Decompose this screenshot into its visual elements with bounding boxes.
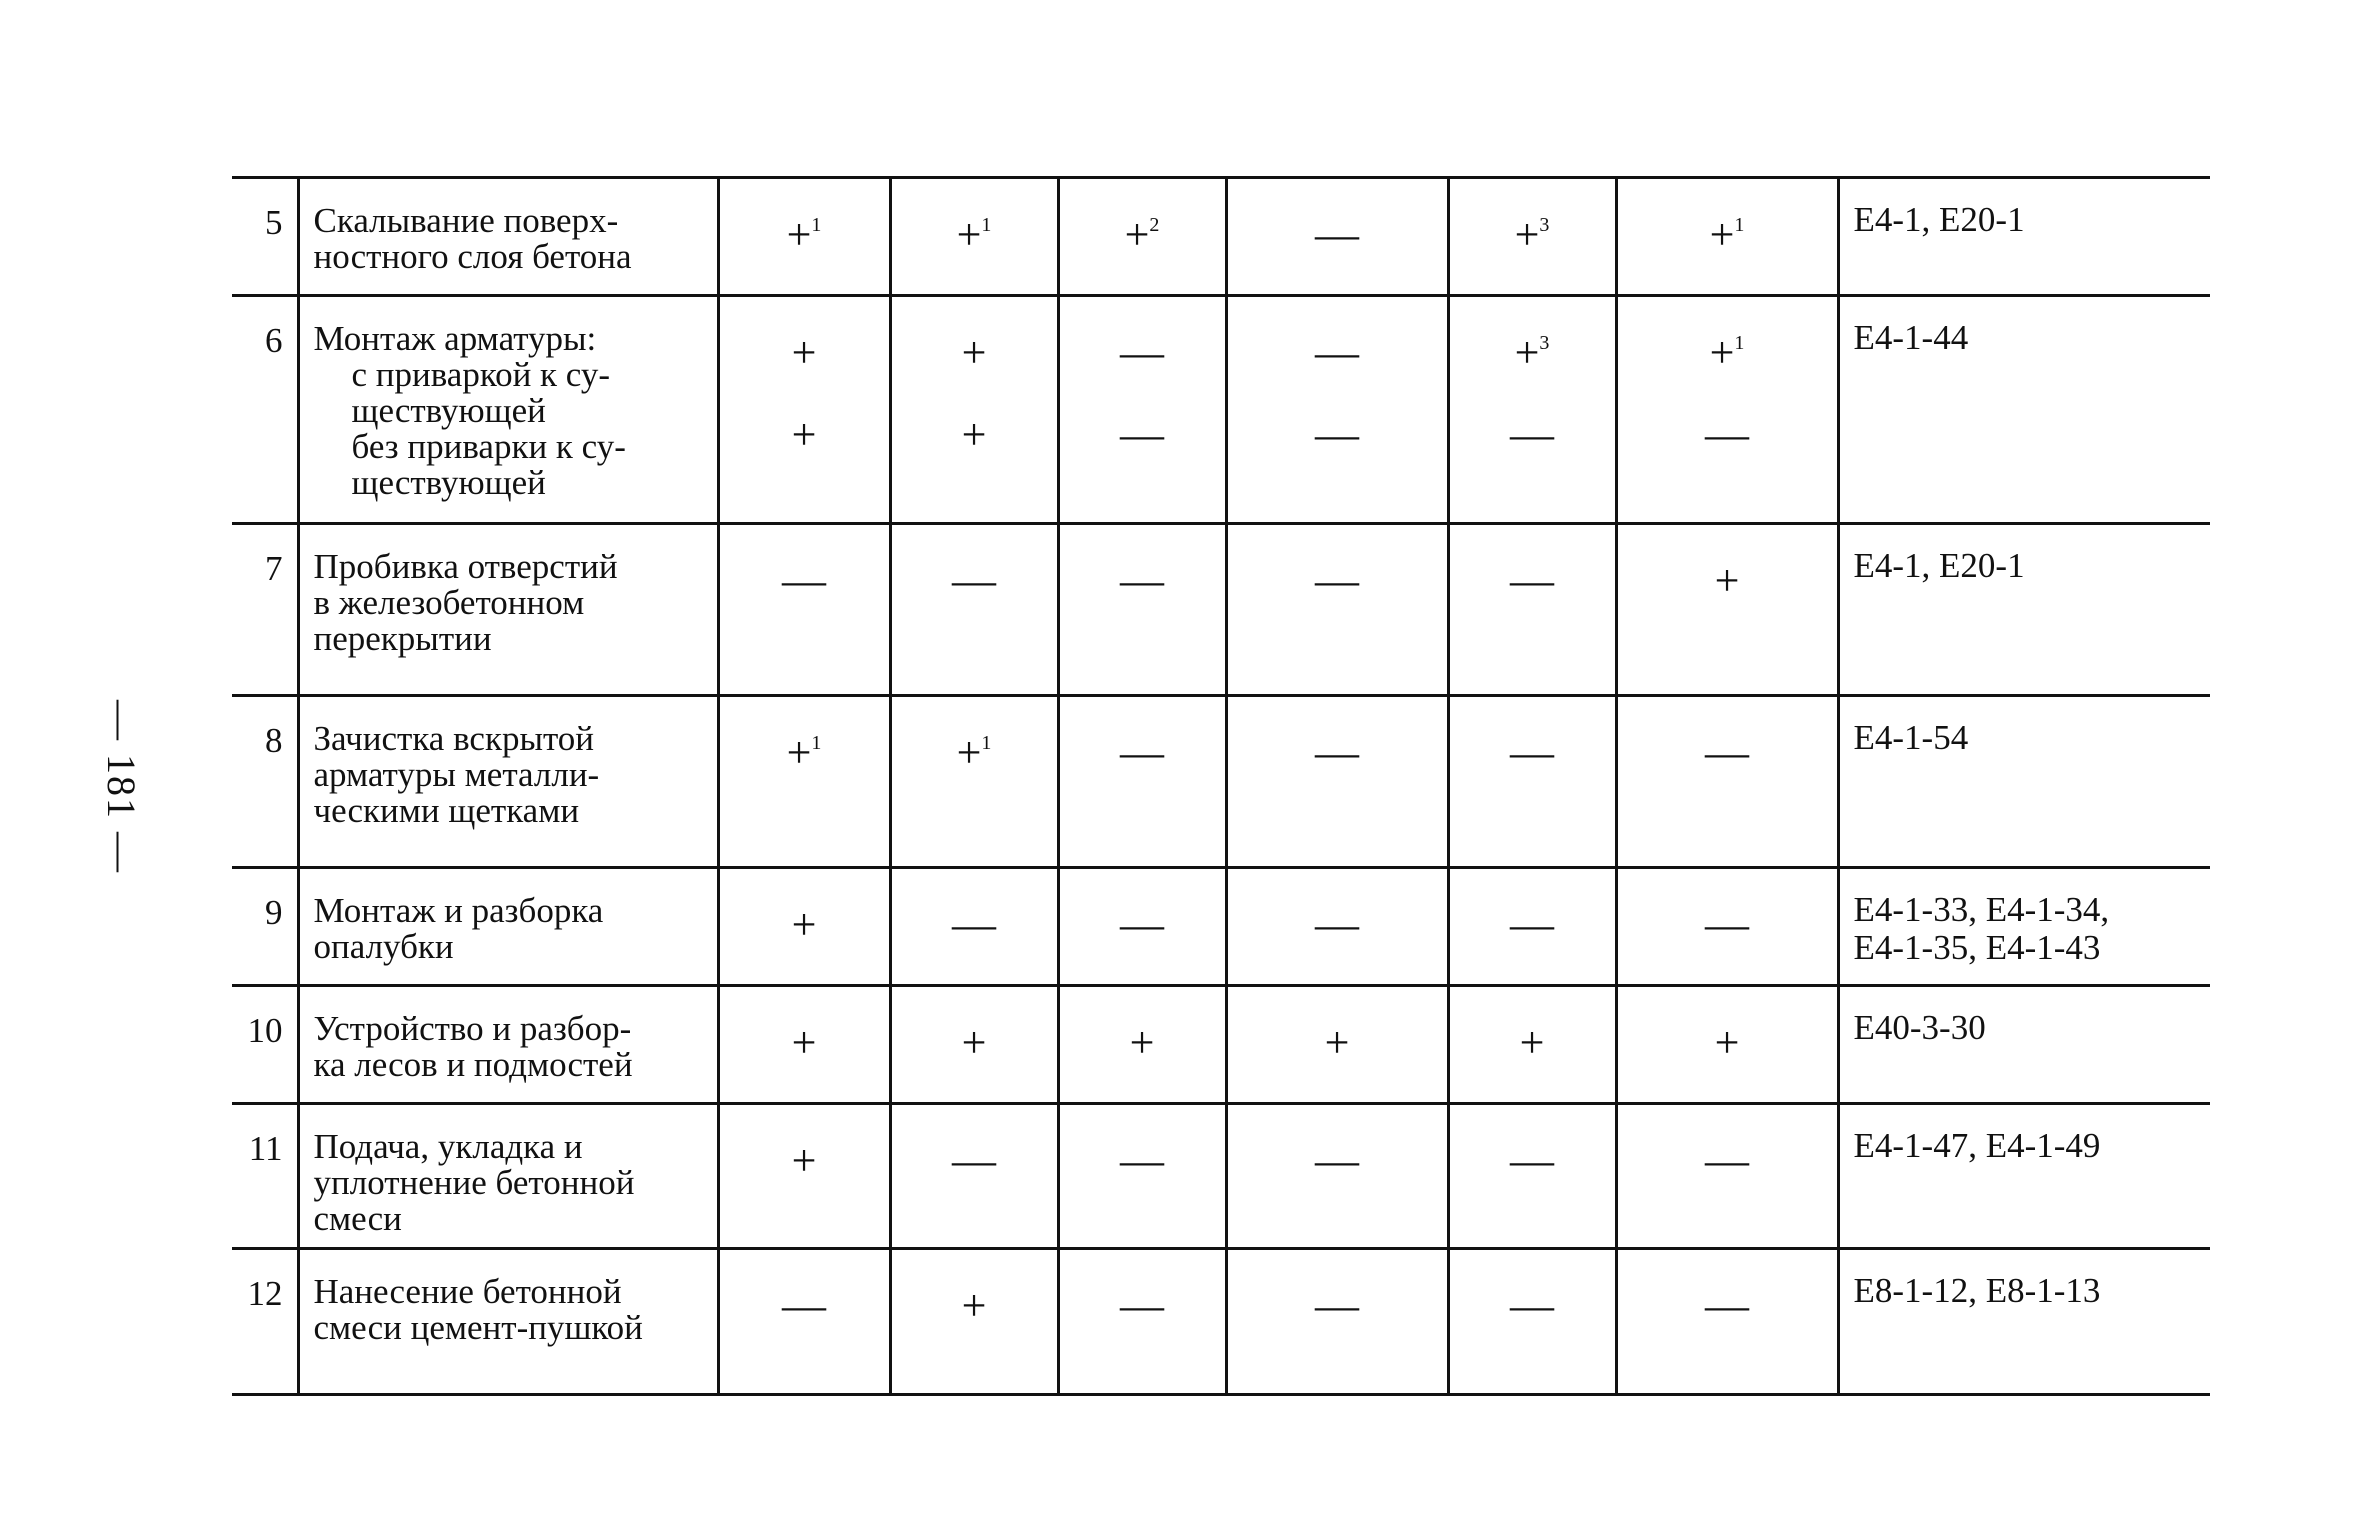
table-row [232, 1249, 2210, 1395]
mark-sign: — [1510, 410, 1554, 459]
mark-symbol [1060, 535, 1225, 617]
mark-cell [1058, 524, 1226, 696]
mark-sign: — [1705, 900, 1749, 949]
mark-sign: + [791, 410, 817, 459]
mark-cell [1058, 868, 1226, 986]
mark-cell [1616, 1104, 1838, 1249]
description-line: Устройство и разбор- [313, 1009, 632, 1048]
description-line: ческими щетками [313, 791, 580, 830]
mark-symbol [892, 535, 1057, 617]
norm-reference [1838, 296, 2210, 524]
works-table [232, 176, 2210, 1396]
mark-cell [1058, 178, 1226, 296]
mark-cell [1616, 1249, 1838, 1395]
mark-cell [1226, 178, 1448, 296]
description-line: Нанесение бетонной [313, 1272, 622, 1311]
mark-symbol [720, 1260, 889, 1342]
work-description [298, 1249, 718, 1395]
description-line: ществующей [351, 463, 546, 502]
mark-cell [1616, 868, 1838, 986]
page-number: — 181 — [99, 700, 144, 874]
mark-cell [1616, 986, 1838, 1104]
mark-sign: + [956, 728, 982, 777]
row-number: 11 [232, 1104, 298, 1249]
mark-sign: + [961, 328, 987, 377]
mark-sign: + [961, 1018, 987, 1067]
mark-symbol [1618, 389, 1837, 471]
mark-symbol [720, 707, 889, 789]
mark-sign: — [952, 1136, 996, 1185]
norm-reference [1838, 178, 2210, 296]
norm-reference [1838, 868, 2210, 986]
mark-sign: — [1315, 210, 1359, 259]
mark-cell [1616, 524, 1838, 696]
mark-symbol [1228, 1115, 1447, 1197]
mark-symbol [720, 1115, 889, 1197]
mark-symbol [1450, 535, 1615, 617]
mark-sign: — [1120, 900, 1164, 949]
mark-cell [1226, 524, 1448, 696]
mark-symbol [1060, 707, 1225, 789]
row-number: 9 [232, 868, 298, 986]
mark-cell [1448, 178, 1616, 296]
mark-cell [1226, 696, 1448, 868]
row-number: 8 [232, 696, 298, 868]
mark-symbol [720, 307, 889, 389]
mark-symbol [1618, 879, 1837, 961]
mark-sign: — [1120, 1281, 1164, 1330]
mark-symbol [1060, 997, 1225, 1079]
mark-cell [890, 1249, 1058, 1395]
mark-cell [718, 1249, 890, 1395]
row-number: 5 [232, 178, 298, 296]
row-number: 10 [232, 986, 298, 1104]
mark-sign: + [1709, 328, 1735, 377]
mark-sign: — [1120, 728, 1164, 777]
mark-sign: — [1120, 328, 1164, 377]
description-line: ностного слоя бетона [313, 237, 632, 276]
mark-sign: — [1510, 728, 1554, 777]
mark-cell [890, 178, 1058, 296]
mark-cell [1616, 696, 1838, 868]
mark-cell [1226, 986, 1448, 1104]
mark-sign: — [952, 900, 996, 949]
mark-symbol [892, 997, 1057, 1079]
mark-sign: + [791, 900, 817, 949]
mark-symbol [1450, 1260, 1615, 1342]
mark-symbol [720, 535, 889, 617]
mark-sign: + [961, 1281, 987, 1330]
mark-symbol [892, 707, 1057, 789]
mark-symbol [1450, 997, 1615, 1079]
mark-sign: — [1705, 728, 1749, 777]
reference-line: E4-1-35, E4-1-43 [1853, 928, 2101, 967]
mark-sign: + [1519, 1018, 1545, 1067]
description-line: смеси [313, 1199, 402, 1238]
mark-cell [1448, 1104, 1616, 1249]
mark-symbol [1228, 307, 1447, 389]
row-number: 12 [232, 1249, 298, 1395]
work-description [298, 296, 718, 524]
mark-sign: — [1510, 1136, 1554, 1185]
mark-sign: — [1120, 1136, 1164, 1185]
mark-sign: — [1705, 1136, 1749, 1185]
mark-sign: + [791, 1136, 817, 1185]
mark-footnote: 1 [1734, 214, 1745, 236]
table-row [232, 524, 2210, 696]
description-line: уплотнение бетонной [313, 1163, 635, 1202]
mark-footnote: 2 [1149, 214, 1160, 236]
table-row [232, 868, 2210, 986]
mark-sign: — [1315, 328, 1359, 377]
mark-sign: — [1510, 1281, 1554, 1330]
description-line: с приваркой к су- [351, 355, 611, 394]
row-number: 7 [232, 524, 298, 696]
mark-sign: — [1315, 556, 1359, 605]
reference-line: E4-1-33, E4-1-34, [1853, 890, 2110, 929]
work-description [298, 1104, 718, 1249]
mark-symbol [1060, 1260, 1225, 1342]
mark-sign: + [961, 410, 987, 459]
mark-cell [1448, 296, 1616, 524]
norm-reference [1838, 986, 2210, 1104]
table-body [232, 178, 2210, 1395]
mark-symbol [1228, 535, 1447, 617]
mark-cell [718, 1104, 890, 1249]
mark-symbol [1228, 389, 1447, 471]
mark-sign: + [1714, 1018, 1740, 1067]
mark-cell [890, 296, 1058, 524]
mark-symbol [720, 389, 889, 471]
mark-sign: — [782, 1281, 826, 1330]
mark-sign: + [1124, 210, 1150, 259]
mark-sign: + [791, 1018, 817, 1067]
mark-sign: — [782, 556, 826, 605]
mark-sign: — [1315, 1136, 1359, 1185]
mark-cell [1448, 986, 1616, 1104]
mark-symbol [1228, 879, 1447, 961]
description-line: перекрытии [313, 619, 492, 658]
work-description [298, 868, 718, 986]
description-line: Монтаж арматуры: [313, 319, 597, 358]
mark-sign: — [1315, 1281, 1359, 1330]
description-line: ка лесов и подмостей [313, 1045, 633, 1084]
mark-symbol [1228, 707, 1447, 789]
mark-cell [1058, 1249, 1226, 1395]
mark-cell [718, 524, 890, 696]
mark-sign: + [786, 210, 812, 259]
work-description [298, 986, 718, 1104]
mark-symbol [720, 997, 889, 1079]
reference-line: E4-1-54 [1853, 718, 1969, 757]
mark-footnote: 1 [1734, 332, 1745, 354]
table-row [232, 696, 2210, 868]
mark-symbol [1060, 389, 1225, 471]
mark-sign: + [1324, 1018, 1350, 1067]
mark-sign: — [1315, 728, 1359, 777]
reference-line: E4-1, E20-1 [1853, 200, 2025, 239]
reference-line: E4-1-44 [1853, 318, 1969, 357]
reference-line: E8-1-12, E8-1-13 [1853, 1271, 2101, 1310]
mark-sign: — [1120, 556, 1164, 605]
description-line: арматуры металли- [313, 755, 600, 794]
norm-reference [1838, 1104, 2210, 1249]
mark-cell [890, 986, 1058, 1104]
mark-cell [1448, 1249, 1616, 1395]
mark-symbol [1450, 1115, 1615, 1197]
mark-sign: — [1705, 1281, 1749, 1330]
mark-cell [1616, 296, 1838, 524]
mark-symbol [1060, 189, 1225, 271]
mark-cell [1058, 1104, 1226, 1249]
description-line: Скалывание поверх- [313, 201, 619, 240]
mark-sign: + [1514, 328, 1540, 377]
reference-line: E40-3-30 [1853, 1008, 1986, 1047]
mark-sign: — [1315, 900, 1359, 949]
mark-symbol [892, 879, 1057, 961]
mark-cell [1226, 1249, 1448, 1395]
mark-sign: + [786, 728, 812, 777]
mark-symbol [1450, 879, 1615, 961]
mark-symbol [1060, 307, 1225, 389]
mark-cell [890, 1104, 1058, 1249]
description-line: Зачистка вскрытой [313, 719, 595, 758]
mark-sign: — [1120, 410, 1164, 459]
table-row [232, 986, 2210, 1104]
description-line: без приварки к су- [351, 427, 626, 466]
mark-sign: + [1514, 210, 1540, 259]
mark-symbol [1618, 997, 1837, 1079]
work-description [298, 524, 718, 696]
description-line: Пробивка отверстий [313, 547, 618, 586]
mark-symbol [1228, 1260, 1447, 1342]
mark-cell [1616, 178, 1838, 296]
mark-footnote: 1 [981, 214, 992, 236]
mark-cell [890, 696, 1058, 868]
mark-cell [1448, 696, 1616, 868]
mark-symbol [1060, 1115, 1225, 1197]
mark-cell [1448, 868, 1616, 986]
mark-cell [1058, 986, 1226, 1104]
mark-symbol [1450, 389, 1615, 471]
mark-symbol [1618, 307, 1837, 389]
table-row [232, 1104, 2210, 1249]
mark-cell [890, 868, 1058, 986]
mark-sign: + [1709, 210, 1735, 259]
row-number: 6 [232, 296, 298, 524]
description-line: Подача, укладка и [313, 1127, 583, 1166]
mark-cell [718, 696, 890, 868]
mark-cell [1448, 524, 1616, 696]
mark-footnote: 3 [1539, 332, 1550, 354]
mark-symbol [1618, 1115, 1837, 1197]
description-line: опалубки [313, 927, 454, 966]
mark-symbol [1618, 707, 1837, 789]
mark-cell [718, 178, 890, 296]
mark-cell [1226, 868, 1448, 986]
mark-symbol [720, 189, 889, 271]
norm-reference [1838, 524, 2210, 696]
mark-sign: — [952, 556, 996, 605]
mark-symbol [1618, 535, 1837, 617]
mark-symbol [892, 1115, 1057, 1197]
mark-sign: — [1315, 410, 1359, 459]
mark-cell [1226, 1104, 1448, 1249]
mark-symbol [1228, 189, 1447, 271]
mark-cell [718, 868, 890, 986]
mark-footnote: 1 [811, 214, 822, 236]
table-row [232, 296, 2210, 524]
mark-footnote: 1 [981, 732, 992, 754]
mark-sign: — [1510, 900, 1554, 949]
mark-cell [718, 296, 890, 524]
mark-cell [1058, 696, 1226, 868]
description-line: смеси цемент-пушкой [313, 1308, 643, 1347]
mark-footnote: 3 [1539, 214, 1550, 236]
mark-cell [1226, 296, 1448, 524]
mark-sign: — [1705, 410, 1749, 459]
table-row [232, 178, 2210, 296]
mark-footnote: 1 [811, 732, 822, 754]
mark-sign: — [1510, 556, 1554, 605]
mark-symbol [892, 307, 1057, 389]
work-description [298, 696, 718, 868]
mark-sign: + [1129, 1018, 1155, 1067]
mark-symbol [892, 1260, 1057, 1342]
mark-symbol [1618, 189, 1837, 271]
mark-sign: + [956, 210, 982, 259]
mark-cell [1058, 296, 1226, 524]
description-line: в железобетонном [313, 583, 585, 622]
mark-symbol [1450, 307, 1615, 389]
mark-sign: + [1714, 556, 1740, 605]
mark-symbol [1060, 879, 1225, 961]
mark-symbol [1228, 997, 1447, 1079]
mark-symbol [1450, 707, 1615, 789]
mark-sign: + [791, 328, 817, 377]
description-line: Монтаж и разборка [313, 891, 604, 930]
mark-cell [890, 524, 1058, 696]
reference-line: E4-1-47, E4-1-49 [1853, 1126, 2101, 1165]
work-description [298, 178, 718, 296]
reference-line: E4-1, E20-1 [1853, 546, 2025, 585]
mark-symbol [1618, 1260, 1837, 1342]
mark-symbol [892, 389, 1057, 471]
description-line: ществующей [351, 391, 546, 430]
mark-symbol [720, 879, 889, 961]
norm-reference [1838, 1249, 2210, 1395]
mark-cell [718, 986, 890, 1104]
mark-symbol [892, 189, 1057, 271]
mark-symbol [1450, 189, 1615, 271]
norm-reference [1838, 696, 2210, 868]
